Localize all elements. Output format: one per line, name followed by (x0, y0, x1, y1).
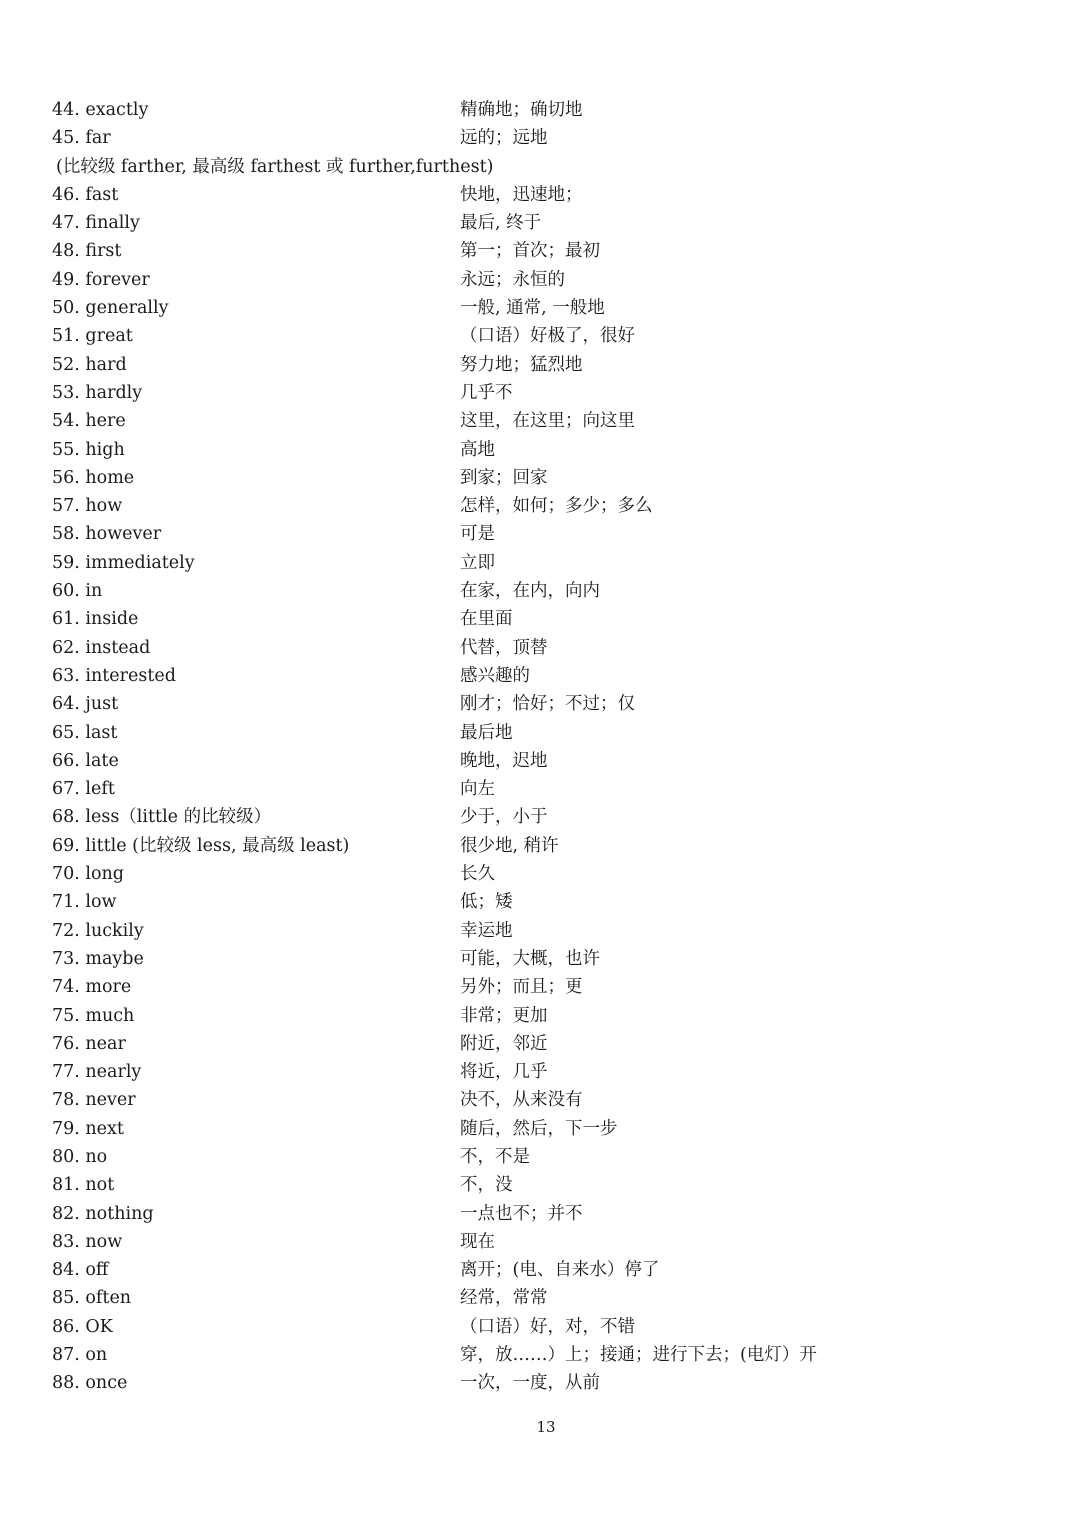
vocab-entry (52, 917, 1052, 945)
entry-word: 80. no (52, 1146, 108, 1167)
entry-meaning: 远的；远地 (460, 128, 548, 149)
entry-meaning: 快地，迅速地； (460, 184, 583, 205)
entry-meaning: 离开；(电、自来水）停了 (460, 1260, 660, 1281)
vocab-entry (52, 379, 1052, 407)
vocab-entry (52, 266, 1052, 294)
entry-meaning: 立即 (460, 552, 495, 573)
entry-word: 66. late (52, 750, 119, 771)
note-line (52, 153, 1052, 181)
vocab-entry (52, 605, 1052, 633)
entry-meaning: 向左 (460, 779, 495, 800)
vocab-entry (52, 860, 1052, 888)
vocab-entry (52, 803, 1052, 831)
entry-word: 75. much (52, 1005, 135, 1026)
entry-word: 45. far (52, 128, 111, 149)
entry-meaning: 在家，在内，向内 (460, 581, 600, 602)
vocab-entry (52, 1256, 1052, 1284)
vocab-entry (52, 1171, 1052, 1199)
entry-meaning: 这里，在这里；向这里 (460, 411, 635, 432)
entry-meaning: 决不，从来没有 (460, 1090, 583, 1111)
vocab-entry (52, 1284, 1052, 1312)
entry-meaning: 少于，小于 (460, 807, 548, 828)
entry-meaning: 经常，常常 (460, 1288, 548, 1309)
entry-word: 64. just (52, 694, 119, 715)
page-number: 13 (536, 1418, 556, 1436)
vocab-entry (52, 719, 1052, 747)
entry-word: 55. high (52, 439, 125, 460)
entry-word: 74. more (52, 977, 132, 998)
vocab-entry (52, 945, 1052, 973)
entry-word: 56. home (52, 467, 135, 488)
vocab-entry (52, 294, 1052, 322)
entry-word: 52. hard (52, 354, 127, 375)
entry-meaning: 晚地，迟地 (460, 750, 548, 771)
vocab-entry (52, 436, 1052, 464)
vocab-entry (52, 1369, 1052, 1397)
entry-word: 87. on (52, 1345, 108, 1366)
vocab-entry (52, 124, 1052, 152)
entry-word: 50. generally (52, 298, 169, 319)
entry-word: 70. long (52, 864, 124, 885)
entry-word: 68. less（little 的比较级） (52, 807, 272, 828)
entry-word: 63. interested (52, 665, 176, 686)
vocab-entry (52, 1058, 1052, 1086)
vocab-entry (52, 634, 1052, 662)
vocab-entry (52, 1143, 1052, 1171)
entry-word: 48. first (52, 241, 122, 262)
entry-meaning: 低；矮 (460, 892, 513, 913)
entry-word: 57. how (52, 496, 123, 517)
entry-word: 61. inside (52, 609, 139, 630)
entry-word: 51. great (52, 326, 133, 347)
entry-word: 65. last (52, 722, 118, 743)
entry-word: 82. nothing (52, 1203, 154, 1224)
vocab-entry (52, 973, 1052, 1001)
entry-word: 47. finally (52, 213, 140, 234)
entry-meaning: 可能，大概，也许 (460, 948, 600, 969)
entry-meaning: 可是 (460, 524, 495, 545)
entry-word: 44. exactly (52, 100, 149, 120)
vocab-entry (52, 351, 1052, 379)
entry-meaning: 永远；永恒的 (460, 269, 565, 290)
entry-meaning: 另外；而且；更 (460, 977, 583, 998)
entry-meaning: 精确地；确切地 (460, 100, 583, 120)
vocab-entry (52, 492, 1052, 520)
entry-meaning: 随后，然后，下一步 (460, 1118, 618, 1139)
entry-word: 77. nearly (52, 1062, 142, 1083)
entry-meaning: 不，没 (460, 1175, 513, 1196)
entry-word: 53. hardly (52, 382, 143, 403)
entry-word: 54. here (52, 411, 126, 432)
entry-word: 49. forever (52, 269, 150, 290)
entry-meaning: 代替，顶替 (460, 637, 548, 658)
vocab-entry (52, 1086, 1052, 1114)
entry-meaning: 最后, 终于 (460, 213, 542, 234)
vocab-entry (52, 464, 1052, 492)
entry-meaning: 最后地 (460, 722, 513, 743)
entry-word: 83. now (52, 1231, 123, 1252)
entry-word: 72. luckily (52, 920, 144, 941)
entry-word: 46. fast (52, 184, 119, 205)
vocab-entry (52, 549, 1052, 577)
entry-meaning: 在里面 (460, 609, 513, 630)
vocab-entry (52, 832, 1052, 860)
entry-meaning: 感兴趣的 (460, 665, 530, 686)
entry-meaning: 刚才；恰好；不过；仅 (460, 694, 635, 715)
vocab-entry (52, 888, 1052, 916)
entry-meaning: 将近，几乎 (460, 1062, 548, 1083)
entry-word: 71. low (52, 892, 117, 913)
entry-meaning: （口语）好，对，不错 (460, 1316, 635, 1337)
entry-word: 58. however (52, 524, 162, 545)
entry-meaning: 不，不是 (460, 1146, 530, 1167)
vocab-entry (52, 747, 1052, 775)
vocab-entry (52, 690, 1052, 718)
vocab-entry (52, 662, 1052, 690)
vocab-entry (52, 1341, 1052, 1369)
vocab-entry (52, 1228, 1052, 1256)
vocab-entry (52, 520, 1052, 548)
entry-meaning: 现在 (460, 1231, 495, 1252)
entry-word: 79. next (52, 1118, 124, 1139)
vocabulary-list (52, 96, 1052, 1398)
entry-meaning: 高地 (460, 439, 495, 460)
entry-word: 86. OK (52, 1316, 113, 1337)
entry-meaning: 一般, 通常, 一般地 (460, 298, 605, 319)
entry-word: 59. immediately (52, 552, 195, 573)
entry-word: 73. maybe (52, 948, 144, 969)
entry-meaning: 努力地；猛烈地 (460, 354, 583, 375)
vocab-entry (52, 209, 1052, 237)
entry-meaning: 长久 (460, 864, 495, 885)
entry-meaning: 一次，一度，从前 (460, 1373, 600, 1394)
vocab-entry (52, 1002, 1052, 1030)
entry-meaning: 幸运地 (460, 920, 513, 941)
entry-word: 62. instead (52, 637, 151, 658)
vocab-entry (52, 1313, 1052, 1341)
vocab-entry (52, 96, 1052, 124)
vocab-entry (52, 1115, 1052, 1143)
vocab-entry (52, 237, 1052, 265)
vocab-entry (52, 181, 1052, 209)
entry-meaning: 第一；首次；最初 (460, 241, 600, 262)
entry-word: 88. once (52, 1373, 128, 1394)
entry-word: 60. in (52, 581, 103, 602)
entry-word: 85. often (52, 1288, 132, 1309)
vocab-entry (52, 407, 1052, 435)
entry-word: (比较级 farther, 最高级 farthest 或 further,furthest) (56, 156, 494, 177)
vocab-entry (52, 577, 1052, 605)
vocab-entry (52, 775, 1052, 803)
entry-meaning: 非常；更加 (460, 1005, 548, 1026)
entry-meaning: 穿，放……）上；接通；进行下去；(电灯）开 (460, 1345, 817, 1366)
entry-word: 84. off (52, 1260, 109, 1281)
entry-meaning: 很少地, 稍许 (460, 835, 559, 856)
entry-meaning: 怎样，如何；多少；多么 (460, 496, 653, 517)
vocab-entry (52, 1030, 1052, 1058)
vocab-entry (52, 1200, 1052, 1228)
entry-meaning: 一点也不；并不 (460, 1203, 583, 1224)
entry-meaning: 到家；回家 (460, 467, 548, 488)
vocab-entry (52, 322, 1052, 350)
entry-word: 69. little (比较级 less, 最高级 least) (52, 835, 350, 856)
entry-word: 81. not (52, 1175, 115, 1196)
entry-meaning: 附近，邻近 (460, 1033, 548, 1054)
entry-meaning: （口语）好极了，很好 (460, 326, 635, 347)
entry-word: 78. never (52, 1090, 136, 1111)
entry-word: 76. near (52, 1033, 126, 1054)
entry-word: 67. left (52, 779, 115, 800)
entry-meaning: 几乎不 (460, 382, 513, 403)
